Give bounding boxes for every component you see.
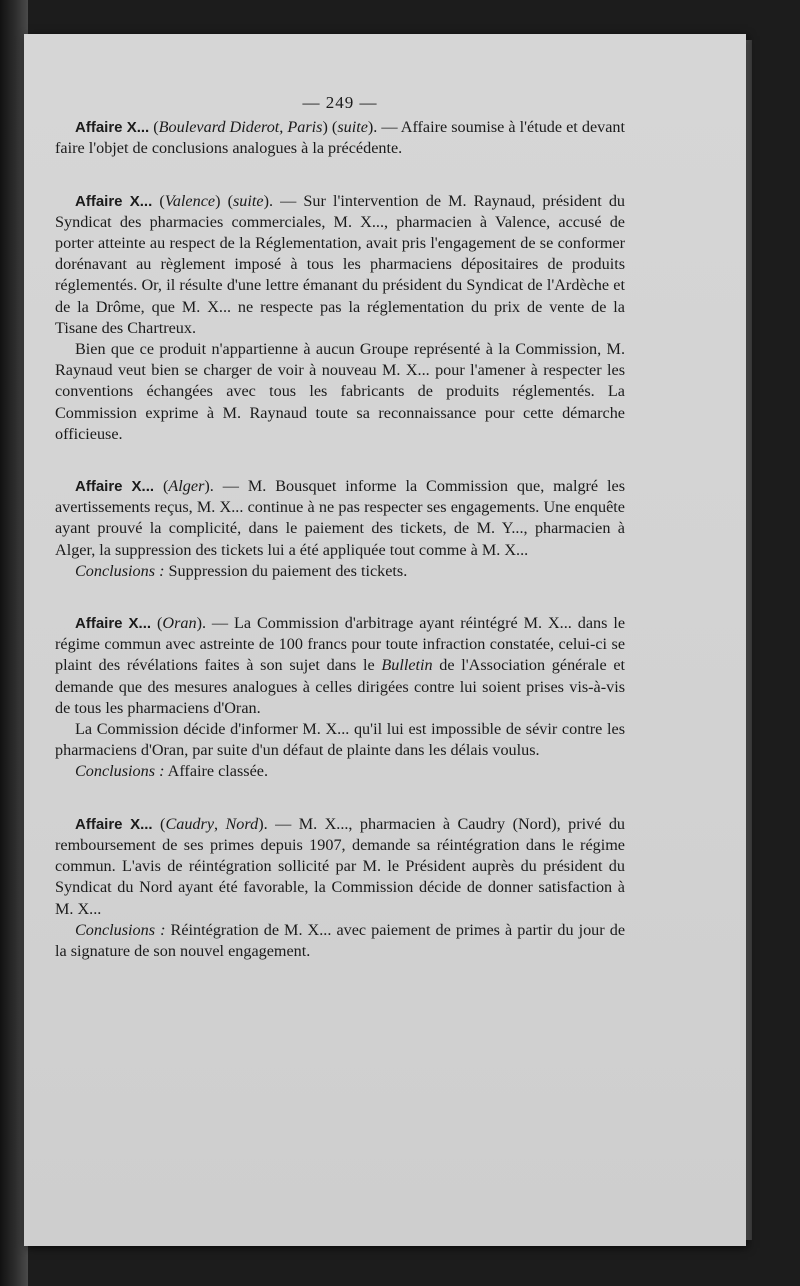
- affaire-place-region: Nord: [225, 814, 259, 833]
- affaire-place: Valence: [164, 191, 216, 210]
- conclusion-text: Réintégration de M. X... avec paiement de primes à partir du jour de la signature de son nouvel engagement.: [55, 920, 626, 960]
- bulletin-title: Bulletin: [381, 656, 433, 675]
- conclusion-text: Affaire classée.: [164, 762, 269, 781]
- paragraph: Affaire X... (Alger). — M. Bousquet informe la Commission que, malgré les avertissements reçus, M. X... continue à ne pas respecter ses engagements. Une enquête ayant prouvé la complicité, dans le paiement des tickets, de M. Y..., pharmacien à Alger, la suppression des tickets lui a été appliquée tout comme à M. X...: [55, 477, 626, 559]
- paragraph: Affaire X... (Valence) (suite). — Sur l'intervention de M. Raynaud, président du Syndicat des pharmacies commerciales, M. X..., pharmacien à Valence, accusé de porter atteinte au respect de la Réglementation, avait pris l'engagement de se conformer dorénavant au règlement imposé à tous les pharmaciens dépositaires de produits réglementés. Or, il résulte d'une lettre émanant du président du Syndicat de l'Ardèche et de la Drôme, que M. X... ne respecte pas la réglementation du prix de vente de la Tisane des Chartreux.: [55, 191, 626, 337]
- paragraph: Affaire X... (Oran). — La Commission d'arbitrage ayant réintégré M. X... dans le régime commun avec astreinte de 100 francs pour toute infraction constatée, celui-ci se plaint des révélations faites à son sujet dans le Bulletin de l'Association générale et demande que des mesures analogues à celles dirigées contre lui soient prises vis-à-vis de tous les pharmaciens d'Oran.: [55, 614, 626, 717]
- page-number: — 249 —: [302, 93, 378, 112]
- paragraph-text: — M. X..., pharmacien à Caudry (Nord), privé du remboursement de ses primes depuis 1907, demande sa réintégration dans le régime commun. L'avis de réintégration sollicité par M. le Président auprès du président du Syndicat du Nord ayant été favorable, la Commission décide de donner satisfaction à M. X...: [55, 814, 626, 918]
- paragraph-text: — M. Bousquet informe la Commission que, malgré les avertissements reçus, M. X... continue à ne pas respecter ses engagements. Une enquête ayant prouvé la complicité, dans le paiement des tickets, de M. Y..., pharmacien à Alger, la suppression des tickets lui a été appliquée tout comme à M. X...: [55, 477, 626, 559]
- affaire-heading: Affaire X...: [75, 192, 153, 210]
- paragraph-text: de l'Association générale et demande que des mesures analogues à celles dirigées contre lui soient prises vis-à-vis de tous les pharmaciens d'Oran.: [55, 656, 626, 717]
- paragraph-text: — Sur l'intervention de M. Raynaud, président du Syndicat des pharmacies commerciales, M. X..., pharmacien à Valence, accusé de porter atteinte au respect de la Réglementation, avait pris l'engagement de se conformer dorénavant au règlement imposé à tous les pharmaciens dépositaires de produits réglementés. Or, il résulte d'une lettre émanant du président du Syndicat de l'Ardèche et de la Drôme, que M. X... ne respecte pas la réglementation du prix de vente de la Tisane des Chartreux.: [55, 191, 626, 337]
- affaire-place: Oran: [162, 614, 197, 633]
- affaire-valence: [55, 191, 625, 445]
- conclusion: [55, 761, 625, 782]
- conclusion-text: Suppression du paiement des tickets.: [164, 561, 408, 580]
- conclusion-label: Conclusions :: [75, 920, 166, 939]
- paragraph: La Commission décide d'informer M. X... qu'il lui est impossible de sévir contre les pharmaciens d'Oran, par suite d'un défaut de plainte dans les délais voulus.: [55, 720, 625, 760]
- paragraph: Bien que ce produit n'appartienne à aucun Groupe représenté à la Commission, M. Raynaud veut bien se charger de voir à nouveau M. X... pour l'amener à respecter les conventions échangées avec tous les fabricants de produits réglementés. La Commission exprime à M. Raynaud toute sa reconnaissance pour cette démarche officieuse.: [55, 340, 625, 443]
- conclusion: [55, 920, 625, 962]
- conclusion: [55, 561, 625, 582]
- affaire-oran: [55, 613, 625, 783]
- conclusion-label: Conclusions :: [75, 762, 165, 781]
- affaire-alger: [55, 476, 625, 582]
- affaire-caudry: [55, 814, 625, 962]
- affaire-suite: suite: [232, 191, 264, 210]
- affaire-heading: Affaire X...: [75, 815, 153, 833]
- affaire-suite: suite: [337, 118, 368, 137]
- page-content: [55, 92, 625, 993]
- conclusion-label: Conclusions :: [75, 561, 165, 580]
- paragraph-text: — Affaire soumise à l'étude et devant faire l'objet de conclusions analogues à la précédente.: [55, 118, 626, 158]
- paragraph-text: — La Commission d'arbitrage ayant réintégré M. X... dans le régime commun avec astreinte de 100 francs pour toute infraction constatée, celui-ci se plaint des révélations faites à son sujet dans le: [55, 614, 626, 675]
- affaire-boulevard-diderot: [55, 117, 625, 159]
- paragraph: Affaire X... (Caudry, Nord). — M. X..., pharmacien à Caudry (Nord), privé du remboursement de ses primes depuis 1907, demande sa réintégration dans le régime commun. L'avis de réintégration sollicité par M. le Président auprès du président du Syndicat du Nord ayant été favorable, la Commission décide de donner satisfaction à M. X...: [55, 814, 626, 918]
- affaire-heading: Affaire X...: [75, 119, 150, 137]
- affaire-place: Caudry: [165, 814, 214, 833]
- paragraph: Affaire X... (Boulevard Diderot, Paris) (suite). — Affaire soumise à l'étude et devant faire l'objet de conclusions analogues à la précédente.: [55, 118, 626, 158]
- affaire-place: Alger: [168, 477, 205, 496]
- affaire-heading: Affaire X...: [75, 615, 152, 633]
- affaire-heading: Affaire X...: [75, 478, 155, 496]
- affaire-place: Boulevard Diderot, Paris: [158, 118, 323, 137]
